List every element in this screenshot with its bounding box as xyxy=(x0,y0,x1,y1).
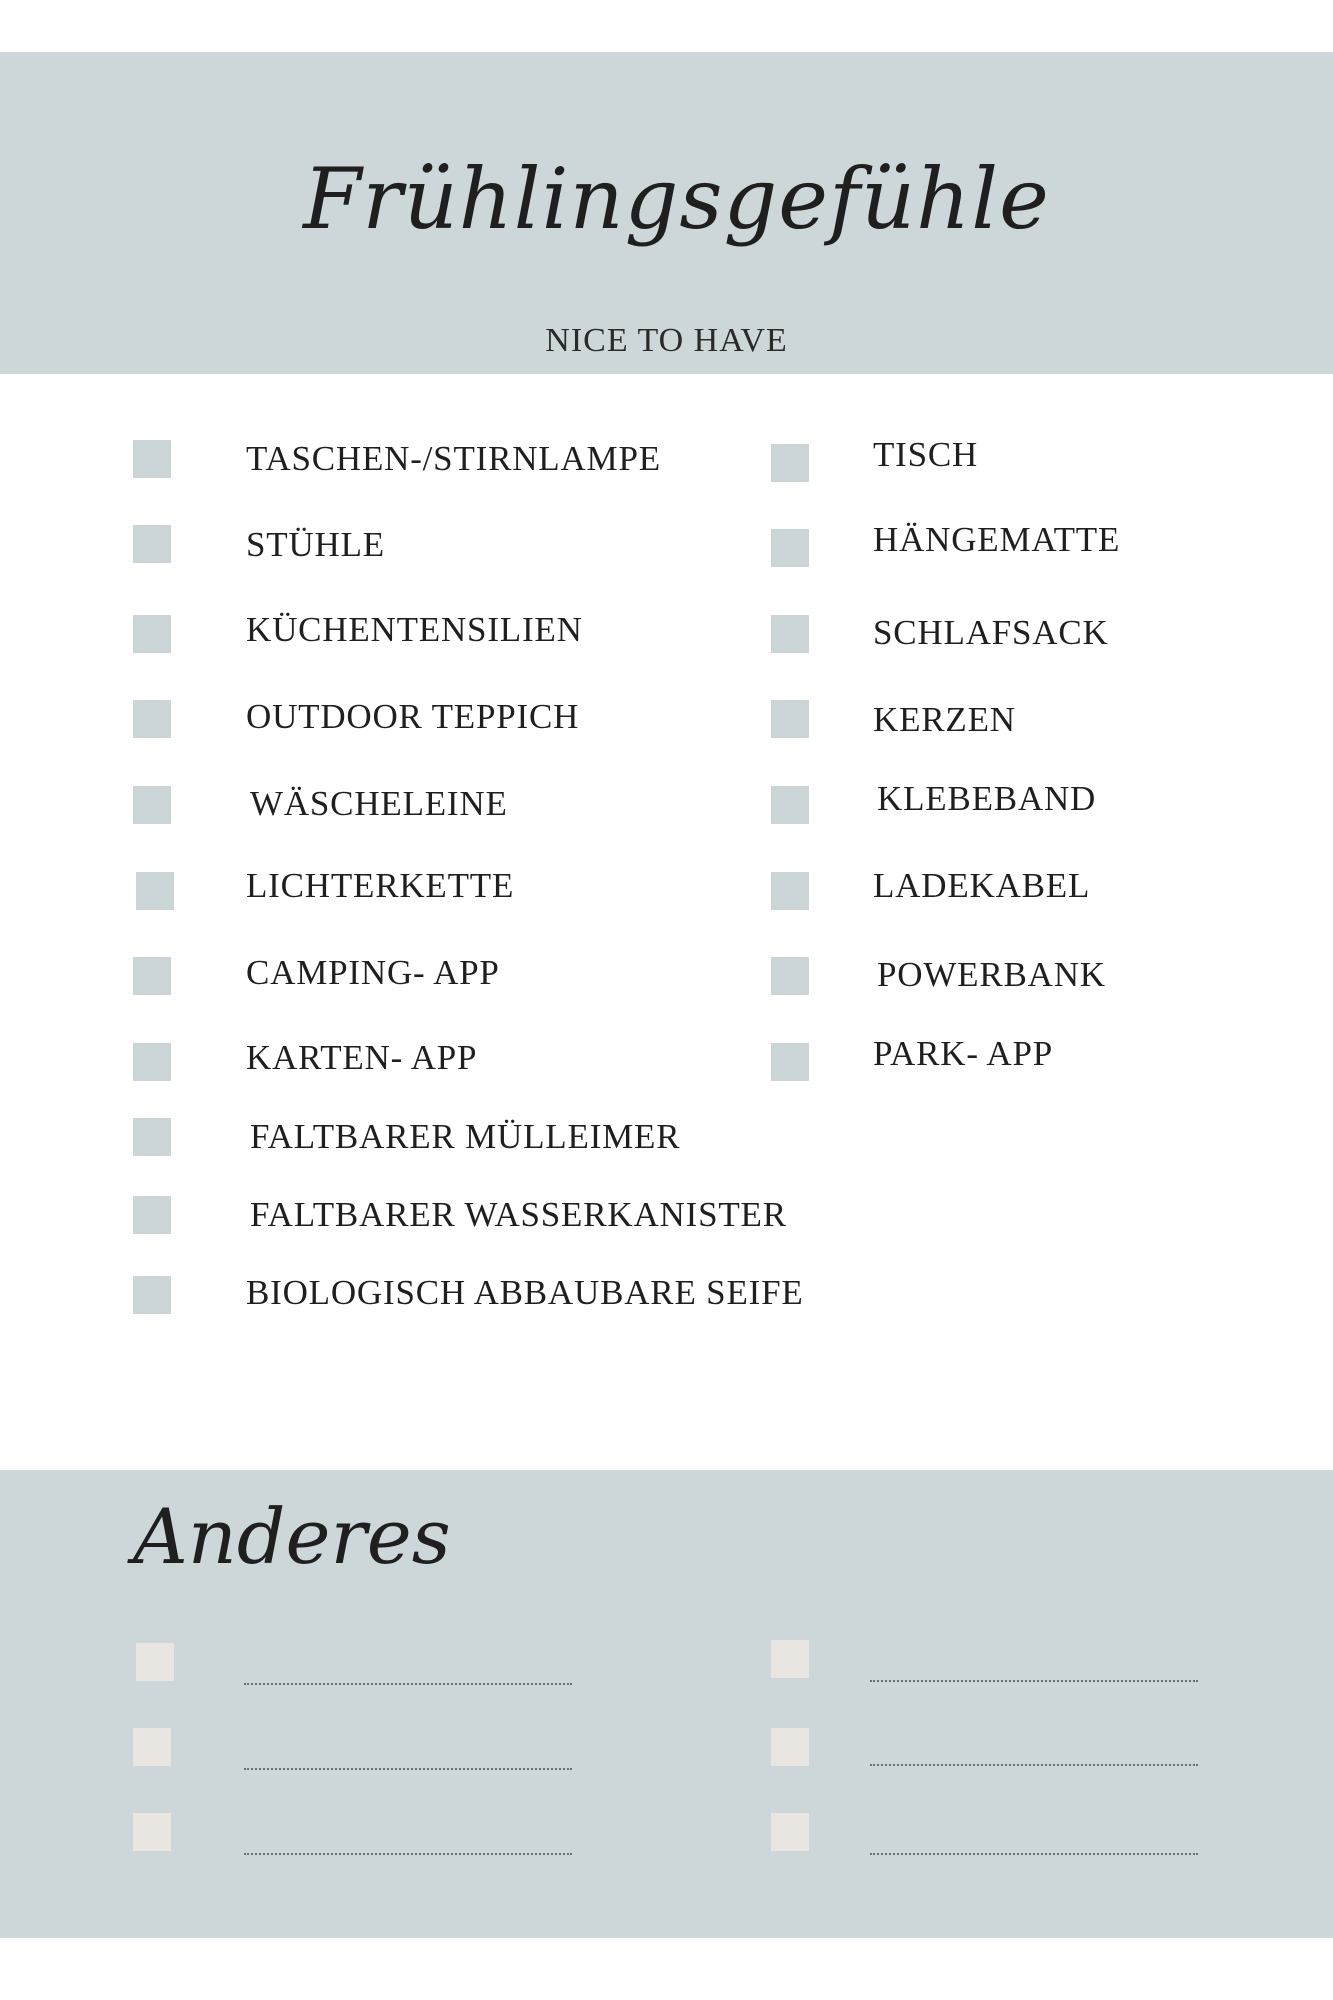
item-label: BIOLOGISCH ABBAUBARE SEIFE xyxy=(246,1273,804,1312)
item-label: KARTEN- APP xyxy=(246,1038,478,1077)
blank-checkbox[interactable] xyxy=(133,1728,171,1766)
item-label: KÜCHENTENSILIEN xyxy=(246,610,583,649)
checkbox[interactable] xyxy=(771,700,809,738)
item-label: OUTDOOR TEPPICH xyxy=(246,697,580,736)
checkbox[interactable] xyxy=(133,700,171,738)
checkbox[interactable] xyxy=(771,444,809,482)
checkbox[interactable] xyxy=(133,1118,171,1156)
checkbox[interactable] xyxy=(133,1196,171,1234)
checkbox[interactable] xyxy=(136,872,174,910)
checkbox[interactable] xyxy=(133,615,171,653)
page-subtitle: NICE TO HAVE xyxy=(545,322,788,359)
blank-checkbox[interactable] xyxy=(771,1728,809,1766)
checkbox[interactable] xyxy=(771,529,809,567)
write-line[interactable] xyxy=(870,1853,1198,1855)
checkbox[interactable] xyxy=(771,957,809,995)
item-label: WÄSCHELEINE xyxy=(250,784,508,823)
checkbox[interactable] xyxy=(133,525,171,563)
checkbox[interactable] xyxy=(133,786,171,824)
write-line[interactable] xyxy=(870,1764,1198,1766)
item-label: TISCH xyxy=(873,435,979,474)
blank-checkbox[interactable] xyxy=(133,1813,171,1851)
item-label: PARK- APP xyxy=(873,1034,1054,1073)
item-label: POWERBANK xyxy=(877,955,1106,994)
checkbox[interactable] xyxy=(133,440,171,478)
write-line[interactable] xyxy=(870,1680,1198,1682)
checkbox[interactable] xyxy=(133,1043,171,1081)
checkbox[interactable] xyxy=(771,786,809,824)
checkbox[interactable] xyxy=(133,957,171,995)
blank-checkbox[interactable] xyxy=(771,1640,809,1678)
blank-checkbox[interactable] xyxy=(136,1643,174,1681)
checkbox[interactable] xyxy=(771,615,809,653)
item-label: LADEKABEL xyxy=(873,866,1091,905)
write-line[interactable] xyxy=(244,1853,572,1855)
blank-checkbox[interactable] xyxy=(771,1813,809,1851)
item-label: FALTBARER WASSERKANISTER xyxy=(250,1195,787,1234)
item-label: FALTBARER MÜLLEIMER xyxy=(250,1117,681,1156)
item-label: STÜHLE xyxy=(246,525,385,564)
item-label: CAMPING- APP xyxy=(246,953,500,992)
item-label: KERZEN xyxy=(873,700,1016,739)
write-line[interactable] xyxy=(244,1768,572,1770)
checkbox[interactable] xyxy=(771,872,809,910)
write-line[interactable] xyxy=(244,1683,572,1685)
others-title: Anderes xyxy=(133,1492,451,1581)
item-label: SCHLAFSACK xyxy=(873,613,1109,652)
item-label: LICHTERKETTE xyxy=(246,866,515,905)
item-label: TASCHEN-/STIRNLAMPE xyxy=(246,439,661,478)
page-title: Frühlingsgefühle xyxy=(303,150,1050,248)
checkbox[interactable] xyxy=(771,1043,809,1081)
item-label: KLEBEBAND xyxy=(877,779,1097,818)
item-label: HÄNGEMATTE xyxy=(873,520,1121,559)
checkbox[interactable] xyxy=(133,1276,171,1314)
